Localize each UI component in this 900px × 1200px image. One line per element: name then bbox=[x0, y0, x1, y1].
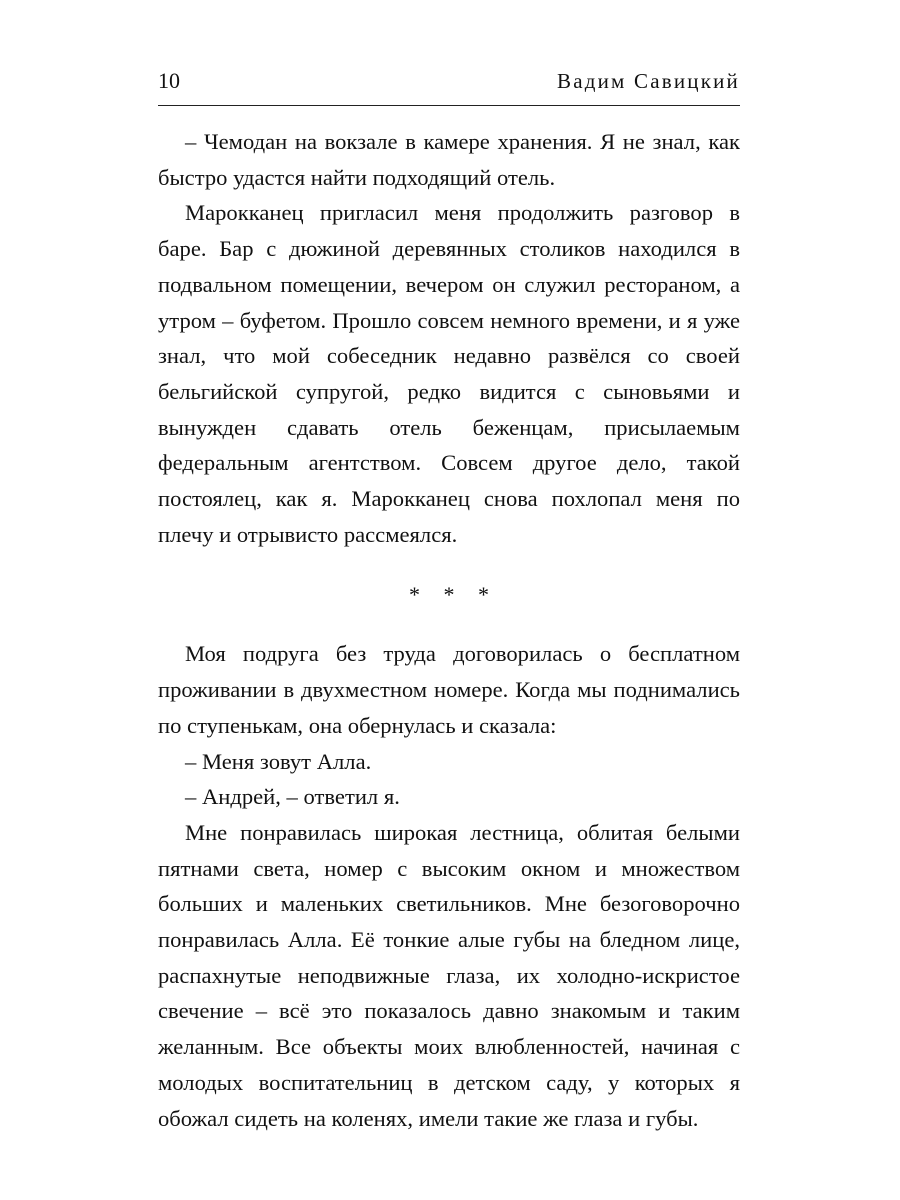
page-header bbox=[158, 66, 740, 98]
paragraph: – Меня зовут Алла. bbox=[185, 748, 372, 774]
paragraph: Марокканец пригласил меня продолжить разговор в баре. Бар с дюжиной деревянных столиков находился в подвальном помещении, вечером он служил рестораном, а утром – буфетом. Прошло совсем немного времени, и я уже знал, что мой собеседник недавно развёлся со своей бельгийской супругой, редко видится с сыновьями и вынужден сдавать отель беженцам, присылаемым федеральным агентством. Совсем другое дело, такой постоялец, как я. Марокканец снова похлопал меня по плечу и отрывисто рассмеялся. bbox=[158, 200, 740, 547]
running-head-author: Вадим Савицкий bbox=[557, 69, 740, 93]
paragraph: Моя подруга без труда договорилась о бесплатном проживании в двухместном номере. Когда мы поднимались по ступенькам, она обернулась и сказала: bbox=[158, 641, 740, 738]
paragraph: – Чемодан на вокзале в камере хранения. Я не знал, как быстро удастся найти подходящий отель. bbox=[158, 129, 740, 190]
paragraph: – Андрей, – ответил я. bbox=[185, 784, 400, 810]
paragraph: Мне понравилась широкая лестница, облитая белыми пятнами света, номер с высоким окном и множеством больших и маленьких светильников. Мне безоговорочно понравилась Алла. Её тонкие алые губы на бледном лице, распахнутые неподвижные глаза, их холодно-искристое свечение – всё это показалось давно знакомым и таким желанным. Все объекты моих влюбленностей, начиная с молодых воспитательниц в детском саду, у которых я обожал сидеть на коленях, имели такие же глаза и губы. bbox=[158, 819, 740, 1131]
section-separator: * * * bbox=[409, 582, 498, 608]
page-number: 10 bbox=[158, 68, 180, 93]
body-text bbox=[158, 124, 740, 1142]
header-rule bbox=[158, 105, 740, 106]
